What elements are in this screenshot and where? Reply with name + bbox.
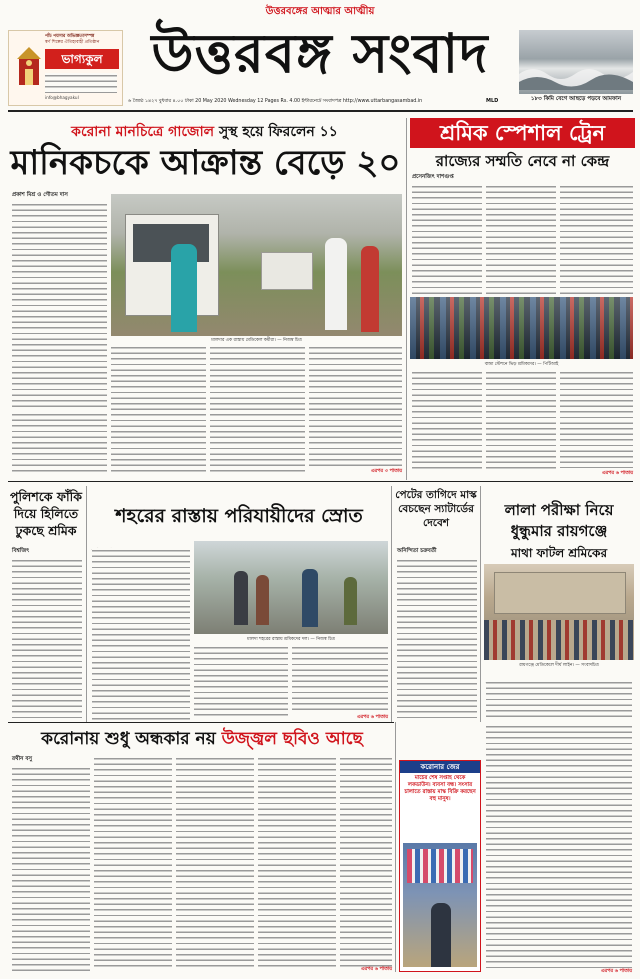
storm-promo-photo[interactable] xyxy=(519,30,633,94)
ad-contact: info@bhagyakul xyxy=(45,95,79,100)
dateline: ৬ জ্যৈষ্ঠ ১৪২৭ বুধবার ৪.০০ টাকা 20 May 2020 Wednesday 12 Pages Rs. 4.00 ইন্টারনেটে সংবাদপত্র http://www.uttarbangasambad.in xyxy=(128,99,423,104)
bright-text-col5 xyxy=(340,756,392,971)
section-rule-1 xyxy=(8,481,633,482)
left-ad[interactable] xyxy=(8,30,123,106)
lead-byline: প্রকাশ মিশ্র ও গৌতম দাস xyxy=(12,192,68,198)
migrants-continued[interactable]: এরপর ৬ পাতায় xyxy=(356,715,388,720)
queue-shape xyxy=(484,620,634,660)
seller-figure xyxy=(431,903,451,967)
shramik-continued[interactable]: এরপর ৬ পাতায় xyxy=(601,471,633,476)
migrants-text-col1 xyxy=(92,548,190,720)
crowd-overlay xyxy=(410,297,633,359)
column-divider-1 xyxy=(406,118,407,480)
lead-kicker-highlight: সুস্থ হয়ে ফিরলেন ১১ xyxy=(218,124,338,140)
pulish-byline: বিশ্বজিৎ xyxy=(12,548,30,554)
storm-promo-text[interactable]: ১৮৩ কিমি বেগে আছড়ে পড়বে আমফান xyxy=(530,96,622,102)
shramik-headline[interactable]: শ্রমিক স্পেশাল ট্রেন xyxy=(410,118,635,148)
shramik-byline: প্রসেনজিৎ দাশগুপ্ত xyxy=(412,174,454,180)
masks-text xyxy=(397,558,477,720)
bystander-figure xyxy=(361,246,379,332)
building-shape xyxy=(494,572,626,614)
walker-figure-3 xyxy=(302,569,318,627)
edition-code: MLD xyxy=(486,98,499,104)
pulish-text xyxy=(12,558,82,720)
bright-text-col1 xyxy=(12,766,90,971)
ad-brand: ভাগ্যকুল xyxy=(45,49,119,69)
pulish-headline[interactable]: পুলিশকে ফাঁকি দিয়ে হিলিতে ঢুকছে শ্রমিক xyxy=(10,489,82,538)
lead-headline[interactable]: মানিকচকে আক্রান্ত বেড়ে ২০ xyxy=(10,143,401,183)
lala-headline[interactable]: লালা পরীক্ষা নিয়ে ধুন্ধুমার রায়গঞ্জে xyxy=(504,501,614,540)
paper-title: উত্তরবঙ্গ সংবাদ xyxy=(151,21,489,85)
migrants-headline[interactable]: শহরের রাস্তায় পরিযায়ীদের স্রোত xyxy=(115,505,363,527)
column-divider-2 xyxy=(86,486,87,722)
shramik-text-col1 xyxy=(412,184,482,294)
waves-icon xyxy=(519,60,633,90)
car-shape xyxy=(261,252,313,290)
lead-text-col4 xyxy=(309,345,402,467)
lala-subhead: মাথা ফাটল শ্রমিকের xyxy=(510,546,608,560)
walker-figure-1 xyxy=(234,571,248,625)
bright-text-col4 xyxy=(258,756,336,971)
ppe-worker-figure xyxy=(325,238,347,330)
lala-photo[interactable] xyxy=(484,564,634,660)
migrants-text-col3 xyxy=(292,645,388,713)
tagline: উত্তরবঙ্গের আত্মার আত্মীয় xyxy=(265,6,375,17)
ad-address-lines xyxy=(45,73,117,93)
temple-icon xyxy=(15,47,43,87)
shramik-text-col5 xyxy=(486,370,556,472)
lead-text-col2 xyxy=(111,345,206,475)
corona-box-text: মার্চের শেষ সপ্তাহ থেকে লকডাউন। ব্যবসা বন্ধ। সংসার চালাতে রাস্তায় মাস্ক বিক্রি করছেন বহু মানুষ। xyxy=(404,775,476,802)
migrants-text-col2 xyxy=(194,645,288,720)
shramik-text-col3 xyxy=(560,184,633,294)
shramik-text-col6 xyxy=(560,370,633,468)
walker-figure-4 xyxy=(344,577,357,625)
bright-continued[interactable]: এরপর ৬ পাতায় xyxy=(360,967,392,972)
migrants-photo[interactable] xyxy=(194,541,388,634)
health-worker-figure xyxy=(171,244,197,332)
shramik-text-col2 xyxy=(486,184,556,294)
lead-text-col1 xyxy=(12,202,107,408)
column-divider-3 xyxy=(391,486,392,722)
lead-photo[interactable] xyxy=(111,194,402,336)
mask-seller-photo[interactable] xyxy=(403,843,477,967)
lala-photo-caption: রায়গঞ্জে মেডিকেলে দীর্ঘ লাইন। — সংবাদচিত্র xyxy=(519,663,599,668)
column-divider-5 xyxy=(395,722,396,972)
bright-headline[interactable] xyxy=(12,726,392,752)
bright-headline-highlight: উজ্জ্বল ছবিও আছে xyxy=(221,729,363,749)
masks-rack-shape xyxy=(407,849,473,883)
masks-byline: অনিন্দিতা চক্রবর্তী xyxy=(397,548,437,554)
bright-text-col2 xyxy=(94,756,172,971)
corona-box-label: করোনার জের xyxy=(400,761,480,773)
lead-photo-caption: মালদার এক রাস্তায় মেডিকেল কর্মীরা। — নিজস্ব চিত্র xyxy=(211,338,302,343)
masks-headline[interactable]: পেটের তাগিদে মাস্ক বেচছেন স্যাটার্ডের দেবেশ xyxy=(395,489,477,529)
ad-line-1: পাঁচ পয়সার অভিজ্ঞতাসম্পন্ন xyxy=(45,34,95,39)
lala-continued[interactable]: এরপর ৬ পাতায় xyxy=(600,969,632,974)
section-rule-2 xyxy=(8,722,394,723)
masthead-rule xyxy=(8,110,633,112)
lala-text-col1 xyxy=(486,680,632,720)
lead-continued[interactable]: এরপর ৩ পাতায় xyxy=(370,469,402,474)
bright-text-col3 xyxy=(176,756,254,971)
migrants-photo-caption: মালদা শহরের রাস্তায় শ্রমিকদের দল। — নিজস্ব চিত্র xyxy=(247,637,335,642)
lead-text-col3 xyxy=(210,345,305,475)
column-divider-4 xyxy=(480,486,481,722)
masthead xyxy=(0,0,640,112)
corona-box xyxy=(399,760,481,972)
shramik-subhead: রাজ্যের সম্মতি নেবে না কেন্দ্র xyxy=(435,152,610,170)
shramik-text-col4 xyxy=(412,370,482,472)
bright-headline-pre: করোনায় শুধু অন্ধকার নয় xyxy=(41,729,216,749)
bright-byline: রথীন বসু xyxy=(12,756,33,762)
walker-figure-2 xyxy=(256,575,269,625)
shramik-photo-caption: বান্দ্রা স্টেশনে ভিড় শ্রমিকদের। — পিটিআই xyxy=(484,362,559,367)
ad-line-2: স্বর্ণ শিল্পের ঐতিহ্যবাহী প্রতিষ্ঠান xyxy=(45,40,100,45)
lead-kicker-pre: করোনা মানচিত্রে গাজোল xyxy=(71,124,215,140)
lead-text-col1b xyxy=(12,412,107,475)
lala-text-col2 xyxy=(486,724,632,968)
shramik-photo[interactable] xyxy=(410,297,633,359)
